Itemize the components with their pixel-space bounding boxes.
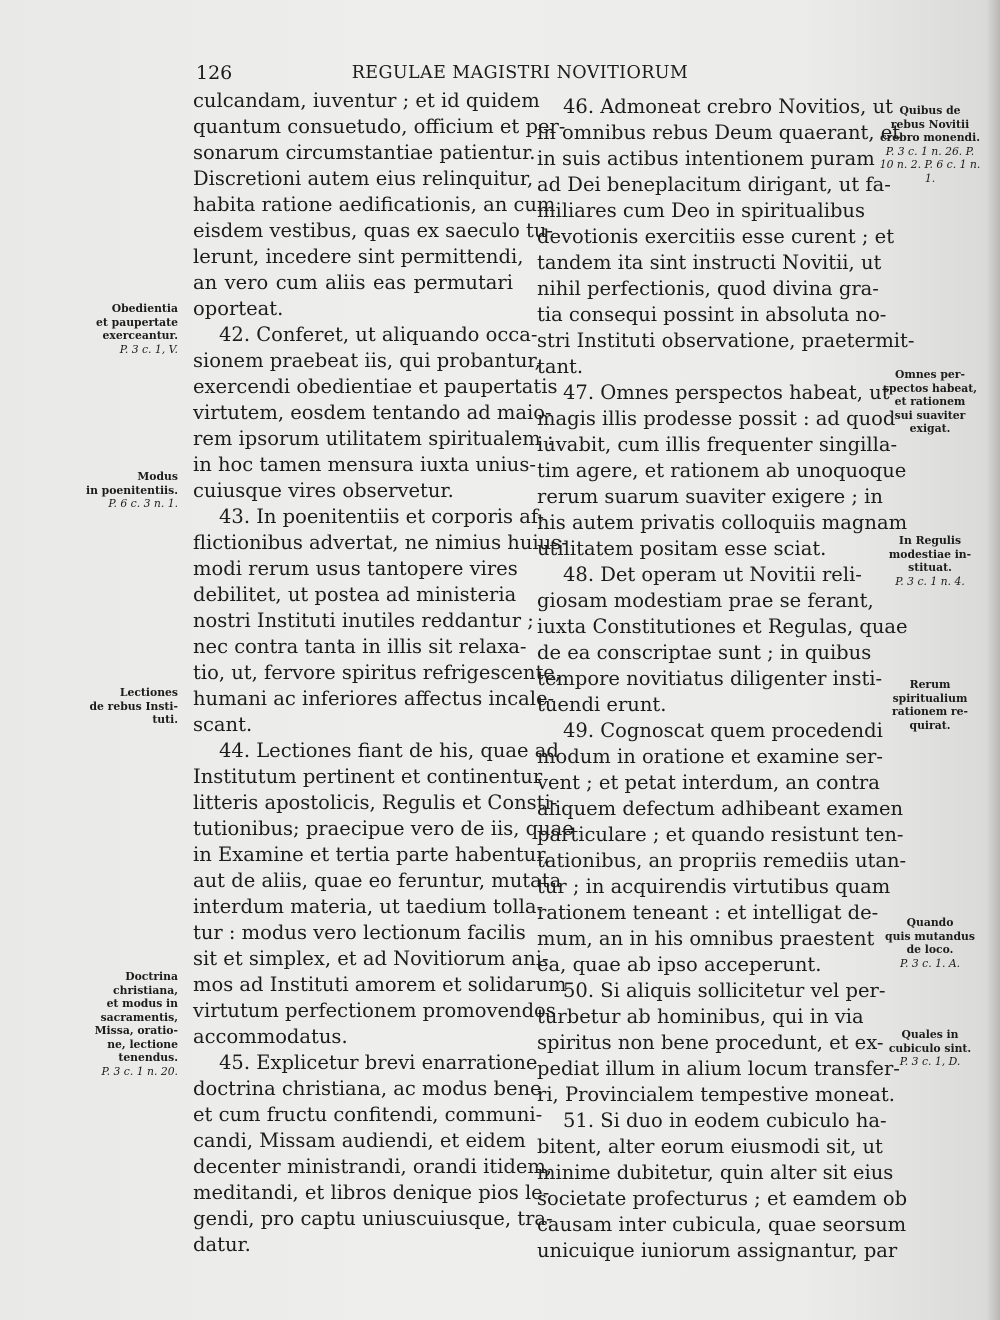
- page-number: 126: [196, 62, 233, 84]
- margin-note-line: Missa, oratio-: [94, 1024, 178, 1037]
- text-line: aliquem defectum adhibeant examen: [537, 797, 904, 820]
- text-line: devotionis exercitiis esse curent ; et: [537, 225, 895, 248]
- text-line: tio, ut, fervore spiritus refrigescente,: [193, 661, 562, 684]
- text-line: eisdem vestibus, quas ex saeculo tu-: [193, 219, 553, 242]
- text-line: culcandam, iuventur ; et id quidem: [193, 89, 540, 112]
- margin-note-reference: P. 3 c. 1, V.: [119, 342, 178, 356]
- text-line: causam inter cubicula, quae seorsum: [537, 1213, 907, 1236]
- text-line: candi, Missam audiendi, et eidem: [193, 1129, 526, 1152]
- text-line: doctrina christiana, ac modus bene: [193, 1077, 542, 1100]
- text-line: in omnibus rebus Deum quaerant, et: [537, 121, 901, 144]
- text-line: tempore novitiatus diligenter insti-: [537, 667, 883, 690]
- right-margin-note-quibus: [878, 104, 982, 185]
- left-text-column: [193, 88, 574, 1258]
- text-line: his autem privatis colloquiis magnam: [537, 511, 908, 534]
- left-margin-note-lectiones: [60, 686, 178, 727]
- margin-note-line: rationem re-: [892, 705, 968, 718]
- text-line: tia consequi possint in absoluta no-: [537, 303, 887, 326]
- text-line: iuvabit, cum illis frequenter singilla-: [537, 433, 898, 456]
- text-line: et cum fructu confitendi, communi-: [193, 1103, 543, 1126]
- text-line: virtutum perfectionem promovendos: [193, 999, 556, 1022]
- right-margin-note-regulis: [878, 534, 982, 588]
- text-line: mos ad Instituti amorem et solidarum: [193, 973, 567, 996]
- text-line: ea, quae ab ipso acceperunt.: [537, 953, 822, 976]
- margin-note-line: de loco.: [906, 943, 954, 956]
- text-line: Institutum pertinent et continentur: [193, 765, 543, 788]
- right-margin-note-rerum: [878, 678, 982, 732]
- margin-note-line: et rationem: [894, 395, 966, 408]
- margin-note-reference: P. 3 c. 1 n. 26. P. 10 n. 2. P. 6 c. 1 n. 1.: [879, 144, 981, 185]
- text-line: litteris apostolicis, Regulis et Consti-: [193, 791, 558, 814]
- margin-note-line: Rerum: [909, 678, 951, 691]
- margin-note-line: quirat.: [909, 718, 951, 732]
- margin-note-line: spiritualium: [892, 691, 968, 705]
- text-line: ad Dei beneplacitum dirigant, ut fa-: [537, 173, 891, 196]
- margin-note-line: Quando: [906, 916, 954, 929]
- margin-note-reference: P. 3 c. 1. A.: [899, 956, 961, 970]
- text-line: datur.: [193, 1233, 251, 1256]
- text-line: 47. Omnes perspectos habeat, ut: [563, 381, 890, 404]
- text-line: tationibus, an propriis remediis utan-: [537, 849, 907, 872]
- text-line: in Examine et tertia parte habentur,: [193, 843, 550, 866]
- text-line: tant.: [537, 355, 584, 378]
- text-line: minime dubitetur, quin alter sit eius: [537, 1161, 894, 1184]
- text-line: rem ipsorum utilitatem spiritualem :: [193, 427, 554, 450]
- text-line: 48. Det operam ut Novitii reli-: [563, 563, 862, 586]
- left-margin-note-doctrina: [60, 970, 178, 1078]
- margin-note-line: stituat.: [908, 561, 952, 574]
- margin-note-line: rebus Novitii: [890, 117, 970, 131]
- text-line: cuiusque vires observetur.: [193, 479, 454, 502]
- text-line: pediat illum in alium locum transfer-: [537, 1057, 900, 1080]
- text-line: modi rerum usus tantopere vires: [193, 557, 518, 580]
- text-line: 50. Si aliquis sollicitetur vel per-: [563, 979, 886, 1002]
- text-line: accommodatus.: [193, 1025, 348, 1048]
- margin-note-line: spectos habeat,: [882, 381, 978, 395]
- text-line: oporteat.: [193, 297, 284, 320]
- text-line: virtutem, eosdem tentando ad maio-: [193, 401, 552, 424]
- margin-note-line: ne, lectione: [107, 1037, 178, 1051]
- text-line: humani ac inferiores affectus incale-: [193, 687, 555, 710]
- text-line: 44. Lectiones fiant de his, quae ad: [219, 739, 559, 762]
- text-line: in suis actibus intentionem puram: [537, 147, 875, 170]
- text-line: aut de aliis, quae eo feruntur, mutata: [193, 869, 562, 892]
- text-line: miliares cum Deo in spiritualibus: [537, 199, 865, 222]
- text-line: iuxta Constitutiones et Regulas, quae: [537, 615, 908, 638]
- margin-note-line: sacramentis,: [100, 1010, 178, 1024]
- text-line: rationem teneant : et intelligat de-: [537, 901, 879, 924]
- text-line: tur ; in acquirendis virtutibus quam: [537, 875, 891, 898]
- text-line: tur : modus vero lectionum facilis: [193, 921, 526, 944]
- text-line: giosam modestiam prae se ferant,: [537, 589, 874, 612]
- text-line: meditandi, et libros denique pios le-: [193, 1181, 550, 1204]
- margin-note-line: Omnes per-: [895, 368, 965, 381]
- text-line: bitent, alter eorum eiusmodi sit, ut: [537, 1135, 883, 1158]
- margin-note-line: quis mutandus: [885, 929, 975, 943]
- margin-note-line: in poenitentiis.: [85, 483, 178, 497]
- margin-note-line: tuti.: [152, 713, 178, 726]
- text-line: ri, Provincialem tempestive moneat.: [537, 1083, 895, 1106]
- text-line: sit et simplex, et ad Novitiorum ani-: [193, 947, 549, 970]
- running-title: REGULAE MAGISTRI NOVITIORUM: [351, 63, 689, 83]
- margin-note-line: Obedientia: [111, 302, 178, 315]
- text-line: magis illis prodesse possit : ad quod: [537, 407, 896, 430]
- text-line: tutionibus; praecipue vero de iis, quae: [193, 817, 574, 840]
- margin-note-line: Quibus de: [899, 104, 961, 117]
- margin-note-line: Quales in: [901, 1028, 959, 1041]
- text-line: 42. Conferet, ut aliquando occa-: [219, 323, 538, 346]
- right-text-column: [537, 94, 915, 1264]
- text-line: scant.: [193, 713, 253, 736]
- text-line: turbetur ab hominibus, qui in via: [537, 1005, 864, 1028]
- margin-note-line: exigat.: [909, 422, 951, 435]
- text-line: tuendi erunt.: [537, 693, 667, 716]
- text-line: Discretioni autem eius relinquitur,: [193, 167, 534, 190]
- text-line: exercendi obedientiae et paupertatis: [193, 375, 558, 398]
- text-line: stri Instituti observatione, praetermit-: [537, 329, 915, 352]
- right-margin-note-quales: [878, 1028, 982, 1069]
- text-line: utilitatem positam esse sciat.: [537, 537, 827, 560]
- margin-note-line: tenendus.: [118, 1051, 178, 1064]
- margin-note-line: de rebus Insti-: [89, 699, 178, 713]
- text-line: 43. In poenitentiis et corporis af-: [219, 505, 544, 528]
- text-line: in hoc tamen mensura iuxta unius-: [193, 453, 536, 476]
- text-line: tandem ita sint instructi Novitii, ut: [537, 251, 882, 274]
- margin-note-line: Lectiones: [119, 686, 178, 699]
- text-line: lerunt, incedere sint permittendi,: [193, 245, 524, 268]
- text-line: decenter ministrandi, orandi itidem,: [193, 1155, 553, 1178]
- text-line: 46. Admoneat crebro Novitios, ut: [563, 95, 893, 118]
- margin-note-line: et modus in: [106, 997, 178, 1010]
- text-line: 51. Si duo in eodem cubiculo ha-: [563, 1109, 887, 1132]
- text-line: unicuique iuniorum assignantur, par: [537, 1239, 898, 1262]
- text-line: interdum materia, ut taedium tolla-: [193, 895, 544, 918]
- left-margin-note-modus: [60, 470, 178, 511]
- text-line: nostri Instituti inutiles reddantur ;: [193, 609, 534, 632]
- text-line: rerum suarum suaviter exigere ; in: [537, 485, 883, 508]
- margin-note-line: christiana,: [113, 983, 178, 997]
- page-edge-shadow: [986, 0, 1000, 1320]
- text-line: gendi, pro captu uniuscuiusque, tra-: [193, 1207, 553, 1230]
- right-margin-note-quando: [878, 916, 982, 970]
- text-line: mum, an in his omnibus praestent: [537, 927, 875, 950]
- left-margin-note-obedientia: [60, 302, 178, 356]
- margin-note-line: exerceantur.: [102, 329, 178, 342]
- text-line: modum in oratione et examine ser-: [537, 745, 883, 768]
- text-line: particulare ; et quando resistunt ten-: [537, 823, 904, 846]
- margin-note-line: cubiculo sint.: [888, 1041, 972, 1055]
- text-line: sionem praebeat iis, qui probantur,: [193, 349, 541, 372]
- margin-note-line: Modus: [137, 470, 178, 483]
- right-margin-note-omnes: [878, 368, 982, 436]
- margin-note-reference: P. 3 c. 1 n. 4.: [895, 574, 965, 588]
- text-line: 49. Cognoscat quem procedendi: [563, 719, 883, 742]
- text-line: tim agere, et rationem ab unoquoque: [537, 459, 907, 482]
- margin-note-line: In Regulis: [898, 534, 962, 547]
- text-line: flictionibus advertat, ne nimius huius-: [193, 531, 568, 554]
- text-line: 45. Explicetur brevi enarratione: [219, 1051, 538, 1074]
- text-line: debilitet, ut postea ad ministeria: [193, 583, 517, 606]
- text-line: societate profecturus ; et eamdem ob: [537, 1187, 908, 1210]
- margin-note-line: sui suaviter: [894, 408, 966, 422]
- text-line: nec contra tanta in illis sit relaxa-: [193, 635, 527, 658]
- margin-note-reference: P. 3 c. 1 n. 20.: [101, 1064, 178, 1078]
- running-header: [0, 62, 1000, 86]
- text-line: an vero cum aliis eas permutari: [193, 271, 513, 294]
- text-line: habita ratione aedificationis, an cum: [193, 193, 556, 216]
- text-line: nihil perfectionis, quod divina gra-: [537, 277, 879, 300]
- text-line: de ea conscriptae sunt ; in quibus: [537, 641, 872, 664]
- text-line: spiritus non bene procedunt, et ex-: [537, 1031, 884, 1054]
- margin-note-line: et paupertate: [96, 315, 178, 329]
- text-line: vent ; et petat interdum, an contra: [537, 771, 880, 794]
- text-line: quantum consuetudo, officium et per-: [193, 115, 566, 138]
- margin-note-line: crebro monendi.: [880, 131, 980, 144]
- margin-note-reference: P. 6 c. 3 n. 1.: [108, 497, 178, 510]
- margin-note-line: modestiae in-: [888, 547, 972, 561]
- margin-note-reference: P. 3 c. 1, D.: [899, 1055, 961, 1068]
- text-line: sonarum circumstantiae patientur.: [193, 141, 536, 164]
- margin-note-line: Doctrina: [125, 970, 178, 983]
